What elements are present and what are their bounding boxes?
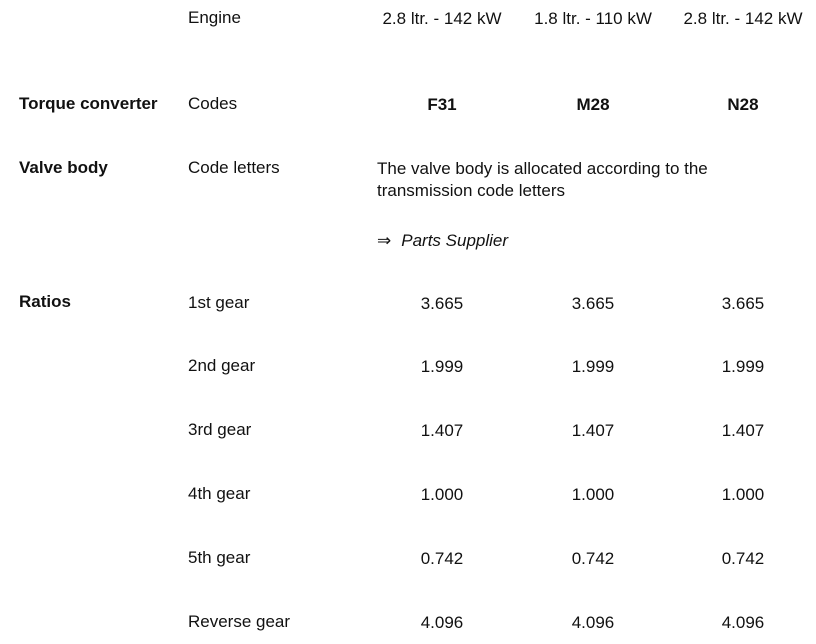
gear-label-3rd: 3rd gear (188, 420, 252, 439)
codes-label: Codes (188, 94, 238, 113)
ratio-1st-col-3: 3.665 (721, 294, 765, 313)
valve-body-note-line-2: transmission code letters (377, 181, 566, 200)
ratio-1st-col-2: 3.665 (571, 294, 615, 313)
ratio-reverse-col-3: 4.096 (721, 613, 765, 632)
torque-converter-heading: Torque converter (19, 94, 158, 113)
ratio-reverse-col-2: 4.096 (571, 613, 615, 632)
ratio-reverse-col-1: 4.096 (420, 613, 464, 632)
ratio-2nd-col-2: 1.999 (571, 357, 615, 376)
code-col-2: M28 (576, 95, 610, 114)
ratio-3rd-col-2: 1.407 (571, 421, 615, 440)
parts-supplier-link[interactable]: Parts Supplier (401, 231, 509, 250)
ratios-heading: Ratios (19, 292, 71, 311)
right-arrow-icon: ⇒ (377, 231, 392, 250)
ratio-4th-col-3: 1.000 (721, 485, 765, 504)
gear-label-reverse: Reverse gear (188, 612, 291, 631)
ratio-3rd-col-1: 1.407 (420, 421, 464, 440)
code-col-3: N28 (727, 95, 759, 114)
code-letters-label: Code letters (188, 158, 280, 177)
engine-col-2: 1.8 ltr. - 110 kW (534, 9, 652, 28)
valve-body-note-line-1: The valve body is allocated according to the (377, 159, 708, 178)
ratio-4th-col-1: 1.000 (420, 485, 464, 504)
ratio-5th-col-2: 0.742 (571, 549, 615, 568)
gear-label-5th: 5th gear (188, 548, 251, 567)
engine-col-1: 2.8 ltr. - 142 kW (382, 9, 502, 28)
gear-label-2nd: 2nd gear (188, 356, 256, 375)
valve-body-note (377, 158, 708, 202)
ratio-4th-col-2: 1.000 (571, 485, 615, 504)
parts-supplier-reference[interactable] (377, 231, 508, 251)
ratio-5th-col-3: 0.742 (721, 549, 765, 568)
gear-label-4th: 4th gear (188, 484, 251, 503)
ratio-2nd-col-3: 1.999 (721, 357, 765, 376)
valve-body-heading: Valve body (19, 158, 108, 177)
engine-label: Engine (188, 8, 241, 27)
ratio-3rd-col-3: 1.407 (721, 421, 765, 440)
ratio-5th-col-1: 0.742 (420, 549, 464, 568)
code-col-1: F31 (427, 95, 457, 114)
ratio-2nd-col-1: 1.999 (420, 357, 464, 376)
engine-col-3: 2.8 ltr. - 142 kW (683, 9, 803, 28)
gear-label-1st: 1st gear (188, 293, 250, 312)
ratio-1st-col-1: 3.665 (420, 294, 464, 313)
